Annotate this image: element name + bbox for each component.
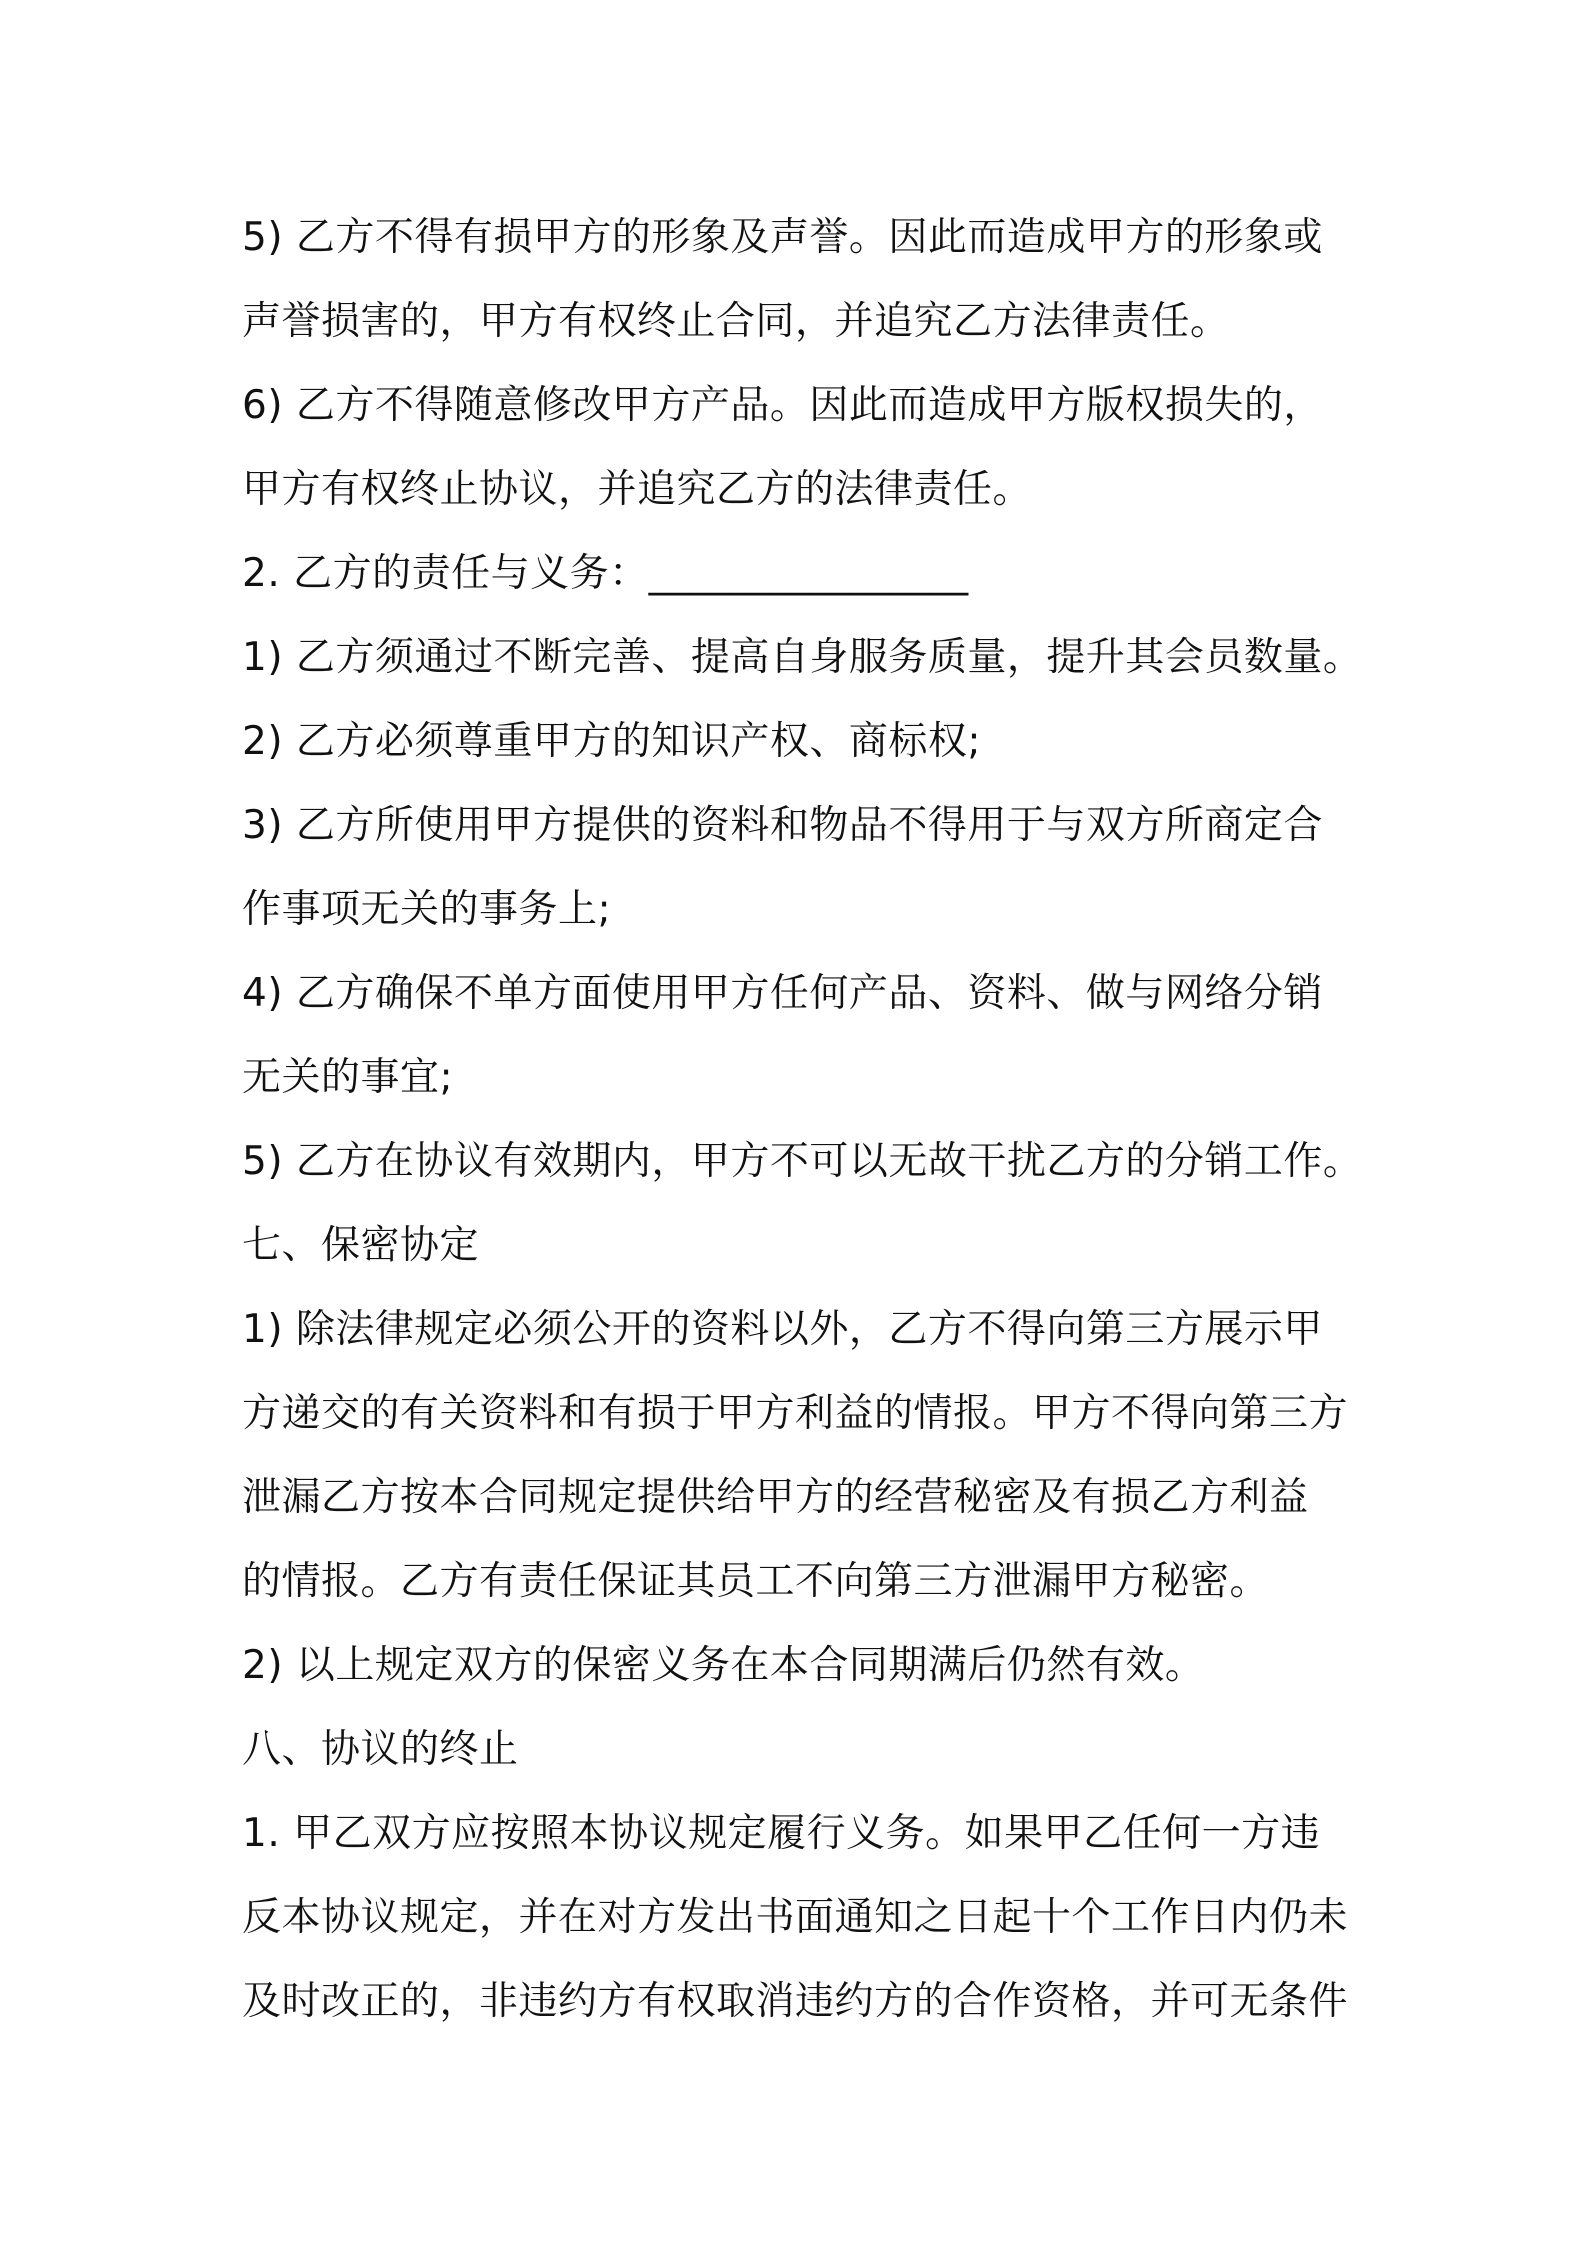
- document-body: [242, 196, 1382, 2044]
- text-line: 1. 甲乙双方应按照本协议规定履行义务。如果甲乙任何一方违: [242, 1811, 1321, 1856]
- text-line: 2. 乙方的责任与义务：________________: [242, 551, 969, 596]
- text-line: 甲方有权终止协议，并追究乙方的法律责任。: [242, 467, 1033, 512]
- text-line: 泄漏乙方按本合同规定提供给甲方的经营秘密及有损乙方利益: [242, 1475, 1309, 1520]
- text-line: 无关的事宜;: [242, 1055, 454, 1100]
- text-line: 方递交的有关资料和有损于甲方利益的情报。甲方不得向第三方: [242, 1391, 1349, 1436]
- text-line: 2) 乙方必须尊重甲方的知识产权、商标权;: [242, 719, 982, 764]
- text-line: 及时改正的，非违约方有权取消违约方的合作资格，并可无条件: [242, 1979, 1349, 2024]
- text-line: 声誉损害的，甲方有权终止合同，并追究乙方法律责任。: [242, 299, 1230, 344]
- section-heading: 八、协议的终止: [242, 1727, 519, 1772]
- text-line: 4) 乙方确保不单方面使用甲方任何产品、资料、做与网络分销: [242, 971, 1323, 1016]
- text-line: 6) 乙方不得随意修改甲方产品。因此而造成甲方版权损失的，: [242, 383, 1323, 428]
- text-line: 反本协议规定，并在对方发出书面通知之日起十个工作日内仍未: [242, 1895, 1349, 1940]
- text-line: 5) 乙方不得有损甲方的形象及声誉。因此而造成甲方的形象或: [242, 215, 1323, 260]
- text-line: 的情报。乙方有责任保证其员工不向第三方泄漏甲方秘密。: [242, 1559, 1270, 1604]
- text-line: 1) 乙方须通过不断完善、提高自身服务质量，提升其会员数量。: [242, 635, 1363, 680]
- text-line: 5) 乙方在协议有效期内，甲方不可以无故干扰乙方的分销工作。: [242, 1139, 1363, 1184]
- section-heading: 七、保密协定: [242, 1223, 480, 1268]
- text-line: 1) 除法律规定必须公开的资料以外，乙方不得向第三方展示甲: [242, 1307, 1323, 1352]
- text-line: 作事项无关的事务上;: [242, 887, 612, 932]
- text-line: 3) 乙方所使用甲方提供的资料和物品不得用于与双方所商定合: [242, 803, 1323, 848]
- text-line: 2) 以上规定双方的保密义务在本合同期满后仍然有效。: [242, 1643, 1205, 1688]
